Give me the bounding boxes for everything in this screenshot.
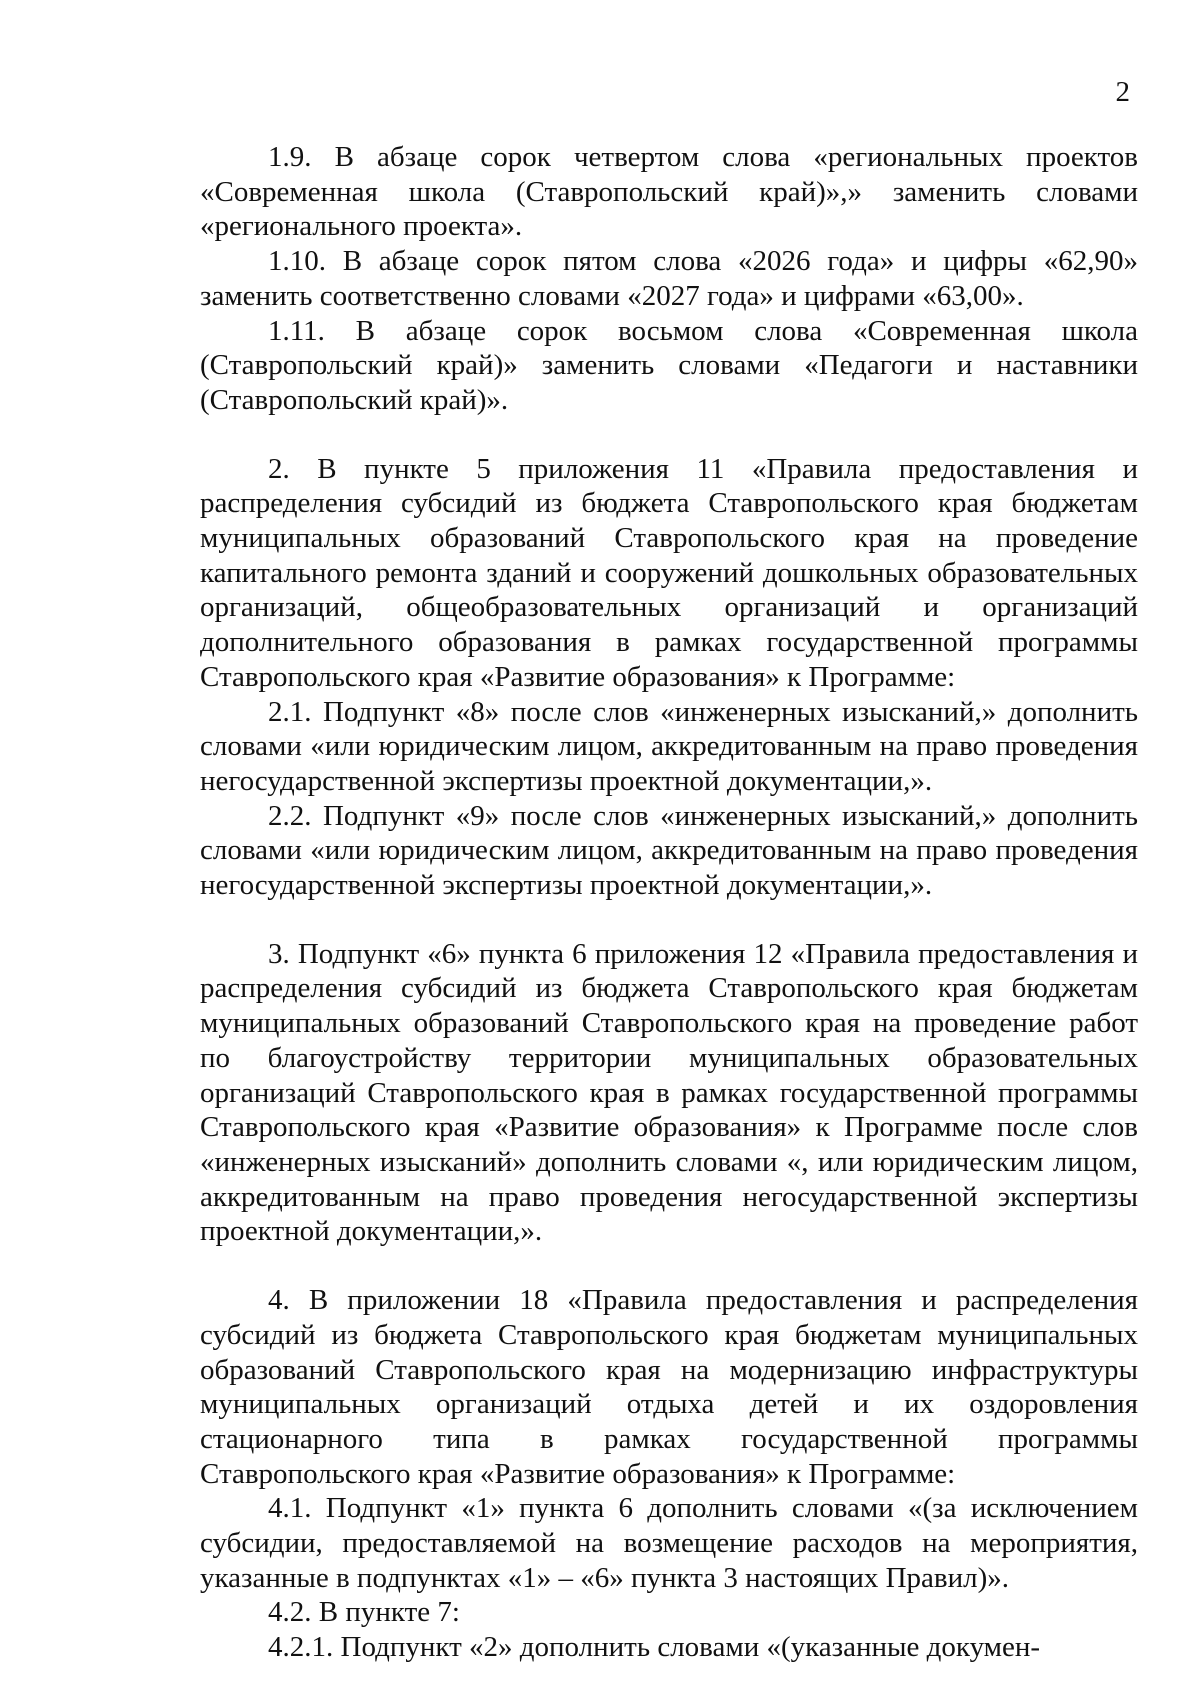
document-body [200,140,1138,1665]
paragraph-4-1: 4.1. Подпункт «1» пункта 6 дополнить словами «(за исключением субсидии, предоставляемой на возмещение расходов на мероприятия, указанные в подпунктах «1» – «6» пункта 3 настоящих Правил)». [200,1492,1138,1594]
paragraph-1-10: 1.10. В абзаце сорок пятом слова «2026 года» и цифры «62,90» заменить соответственно словами «2027 года» и цифрами «63,00». [200,245,1138,312]
paragraph-4: 4. В приложении 18 «Правила предоставления и распределения субсидий из бюджета Ставропольского края бюджетам муниципальных образований Ставропольского края на модернизацию инфраструктуры муниципальных организаций отдыха детей и их оздоровления стационарного типа в рамках государственной программы Ставропольского края «Развитие образования» к Программе: [200,1284,1138,1490]
paragraph-4-2-1: 4.2.1. Подпункт «2» дополнить словами «(указанные докумен- [268,1631,1041,1664]
paragraph-2-2: 2.2. Подпункт «9» после слов «инженерных изысканий,» дополнить словами «или юридическим лицом, аккредитованным на право проведения негосударственной экспертизы проектной документации,». [200,799,1138,902]
paragraph-1-9: 1.9. В абзаце сорок четвертом слова «региональных проектов «Современная школа (Ставропольский край)»,» заменить словами «регионального проекта». [200,141,1138,243]
page-number: 2 [1115,76,1130,108]
paragraph-2-1: 2.1. Подпункт «8» после слов «инженерных изысканий,» дополнить словами «или юридическим лицом, аккредитованным на право проведения негосударственной экспертизы проектной документации,». [200,695,1138,797]
paragraph-4-2: 4.2. В пункте 7: [268,1596,460,1629]
paragraph-3: 3. Подпункт «6» пункта 6 приложения 12 «Правила предоставления и распределения субсидий из бюджета Ставропольского края бюджетам муниципальных образований Ставропольского края на проведение работ по благоустройству территории муниципальных образовательных организаций Ставропольского края в рамках государственной программы Ставропольского края «Развитие образования» к Программе после слов «инженерных изысканий» дополнить словами «, или юридическим лицом, аккредитованным на право проведения негосударственной экспертизы проектной документации,». [200,937,1138,1248]
paragraph-2: 2. В пункте 5 приложения 11 «Правила предоставления и распределения субсидий из бюджета Ставропольского края бюджетам муниципальных образований Ставропольского края на проведение капитального ремонта зданий и сооружений дошкольных образовательных организаций, общеобразовательных организаций и организаций дополнительного образования в рамках государственной программы Ставропольского края «Развитие образования» к Программе: [200,452,1138,693]
paragraph-1-11: 1.11. В абзаце сорок восьмом слова «Современная школа (Ставропольский край)» заменить словами «Педагоги и наставники (Ставропольский край)». [200,314,1138,416]
